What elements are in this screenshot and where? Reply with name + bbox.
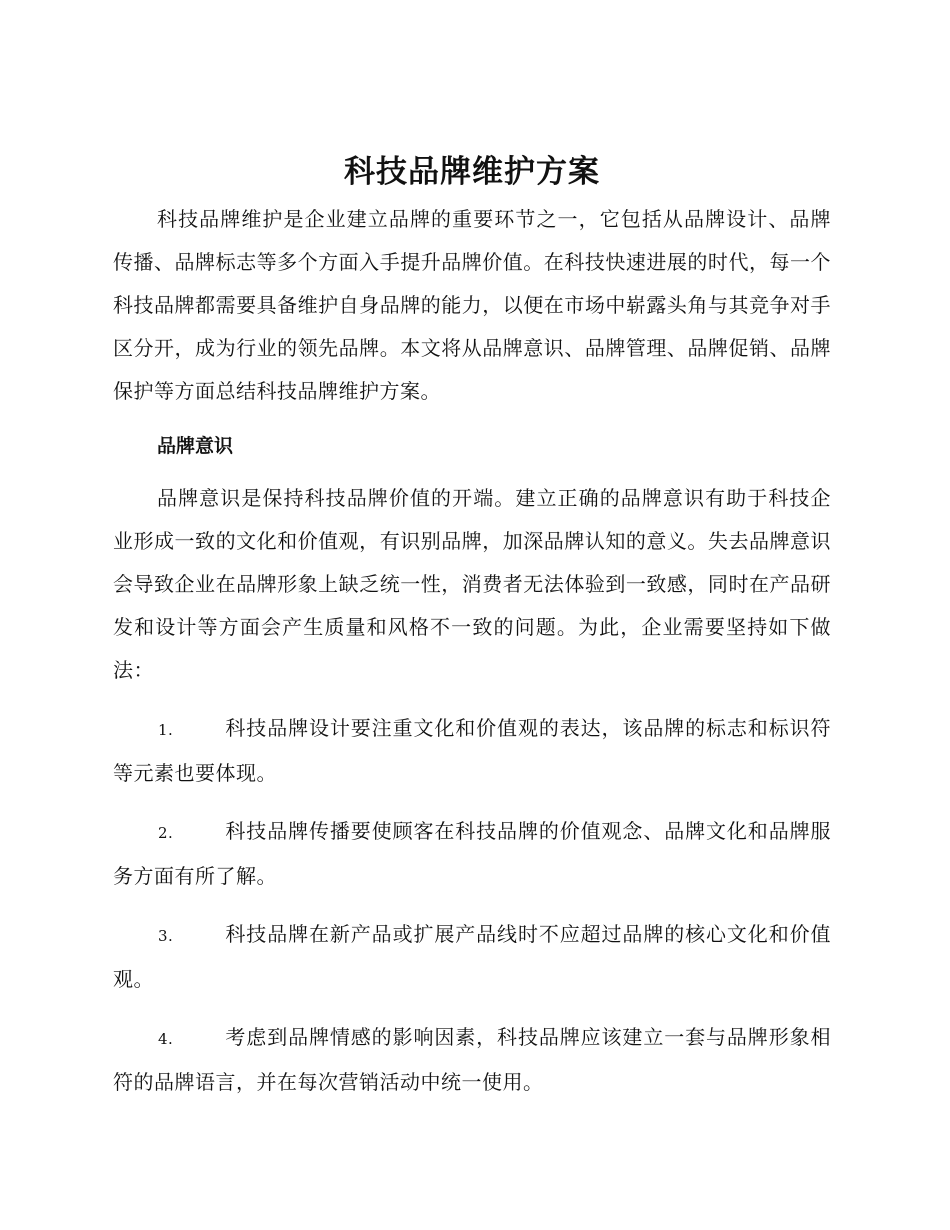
list-item-text: 科技品牌设计要注重文化和价值观的表达，该品牌的标志和标识符等元素也要体现。 [113,716,831,785]
list-item-number: 3. [158,927,174,945]
list-item [113,913,831,1001]
practice-list [113,707,831,1104]
list-item [113,810,831,898]
list-item-number: 4. [158,1030,174,1048]
document-title: 科技品牌维护方案 [344,154,600,190]
list-item-number: 1. [158,721,174,739]
list-item-text: 科技品牌在新产品或扩展产品线时不应超过品牌的核心文化和价值观。 [113,922,831,991]
list-item-text: 考虑到品牌情感的影响因素，科技品牌应该建立一套与品牌形象相符的品牌语言，并在每次营销活动中统一使用。 [113,1025,831,1094]
intro-paragraph: 科技品牌维护是企业建立品牌的重要环节之一，它包括从品牌设计、品牌传播、品牌标志等多个方面入手提升品牌价值。在科技快速进展的时代，每一个科技品牌都需要具备维护自身品牌的能力，以便在市场中崭露头角与其竞争对手区分开，成为行业的领先品牌。本文将从品牌意识、品牌管理、品牌促销、品牌保护等方面总结科技品牌维护方案。 [113,207,831,403]
list-item [113,707,831,795]
section-body-paragraph: 品牌意识是保持科技品牌价值的开端。建立正确的品牌意识有助于科技企业形成一致的文化和价值观，有识别品牌，加深品牌认知的意义。失去品牌意识会导致企业在品牌形象上缺乏统一性，消费者无法体验到一致感，同时在产品研发和设计等方面会产生质量和风格不一致的问题。为此，企业需要坚持如下做法： [113,486,831,682]
list-item-number: 2. [158,824,174,842]
list-item [113,1016,831,1104]
section-heading-brand-awareness: 品牌意识 [157,435,234,457]
list-item-text: 科技品牌传播要使顾客在科技品牌的价值观念、品牌文化和品牌服务方面有所了解。 [113,819,831,888]
document-page [113,150,831,1104]
